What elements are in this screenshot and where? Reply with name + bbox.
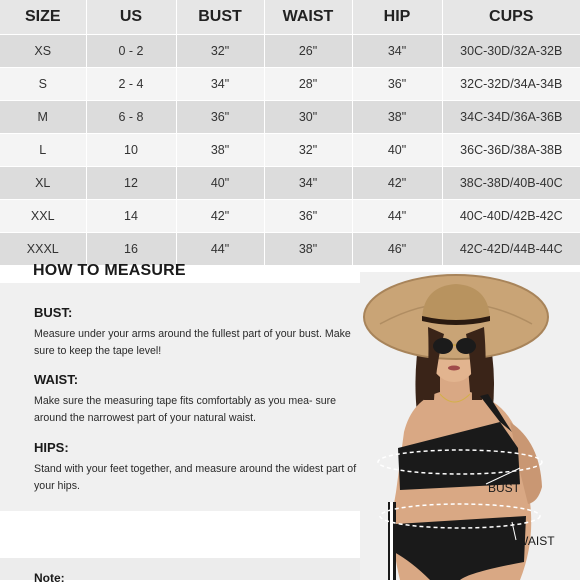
cell-size: S [0, 68, 86, 101]
cell-waist: 32" [264, 134, 352, 167]
cell-cups: 38C-38D/40B-40C [442, 167, 580, 200]
cell-hip: 46" [352, 233, 442, 266]
header-us: US [86, 0, 176, 35]
cell-bust: 34" [176, 68, 264, 101]
header-cups: CUPS [442, 0, 580, 35]
cell-bust: 36" [176, 101, 264, 134]
cell-size: XL [0, 167, 86, 200]
cell-us: 6 - 8 [86, 101, 176, 134]
header-waist: WAIST [264, 0, 352, 35]
table-row [0, 233, 580, 266]
cell-us: 10 [86, 134, 176, 167]
cell-us: 2 - 4 [86, 68, 176, 101]
header-size: SIZE [0, 0, 86, 35]
waist-callout-label: WAIST [517, 534, 555, 548]
header-hip: HIP [352, 0, 442, 35]
cell-bust: 42" [176, 200, 264, 233]
cell-cups: 34C-34D/36A-36B [442, 101, 580, 134]
cell-hip: 38" [352, 101, 442, 134]
hips-instruction [34, 440, 364, 495]
hips-text: Stand with your feet together, and measure around the widest part of your hips. [34, 463, 357, 492]
cell-bust: 40" [176, 167, 264, 200]
cell-waist: 26" [264, 35, 352, 68]
note-label: Note: [34, 571, 65, 585]
cell-size: XXL [0, 200, 86, 233]
cell-size: XS [0, 35, 86, 68]
cell-size: M [0, 101, 86, 134]
cell-size: L [0, 134, 86, 167]
cell-us: 16 [86, 233, 176, 266]
header-bust: BUST [176, 0, 264, 35]
cell-bust: 44" [176, 233, 264, 266]
hips-heading: HIPS: [34, 440, 69, 455]
bust-callout-label: BUST [488, 481, 521, 495]
size-chart-table [0, 0, 580, 266]
table-row [0, 101, 580, 134]
table-row [0, 134, 580, 167]
cell-hip: 40" [352, 134, 442, 167]
cell-cups: 30C-30D/32A-32B [442, 35, 580, 68]
cell-bust: 38" [176, 134, 264, 167]
cell-cups: 42C-42D/44B-44C [442, 233, 580, 266]
waist-text: Make sure the measuring tape fits comfortably as you mea- sure around the narrowest part of your natural waist. [34, 395, 337, 424]
table-row [0, 35, 580, 68]
cell-waist: 30" [264, 101, 352, 134]
bust-instruction [34, 305, 364, 360]
cell-cups: 36C-36D/38A-38B [442, 134, 580, 167]
bust-text: Measure under your arms around the fullest part of your bust. Make sure to keep the tape level! [34, 328, 351, 357]
cell-hip: 36" [352, 68, 442, 101]
cell-cups: 32C-32D/34A-34B [442, 68, 580, 101]
cell-size: XXXL [0, 233, 86, 266]
cell-waist: 36" [264, 200, 352, 233]
waist-heading: WAIST: [34, 372, 79, 387]
waist-instruction [34, 372, 364, 427]
cell-us: 14 [86, 200, 176, 233]
cell-waist: 28" [264, 68, 352, 101]
cell-us: 0 - 2 [86, 35, 176, 68]
cell-hip: 44" [352, 200, 442, 233]
table-header-row [0, 0, 580, 35]
cell-bust: 32" [176, 35, 264, 68]
table-row [0, 167, 580, 200]
cell-waist: 34" [264, 167, 352, 200]
how-to-measure-title: HOW TO MEASURE [33, 262, 186, 279]
table-row [0, 68, 580, 101]
cell-hip: 34" [352, 35, 442, 68]
table-row [0, 200, 580, 233]
cell-us: 12 [86, 167, 176, 200]
cell-cups: 40C-40D/42B-42C [442, 200, 580, 233]
cell-hip: 42" [352, 167, 442, 200]
cell-waist: 38" [264, 233, 352, 266]
bust-heading: BUST: [34, 305, 73, 320]
